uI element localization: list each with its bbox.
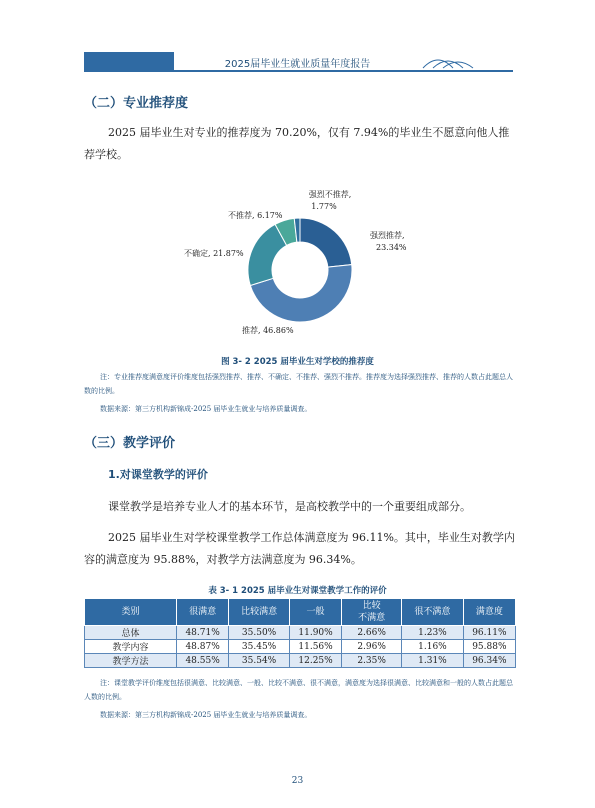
table-cell: 1.31% <box>402 654 464 668</box>
header-satisfaction-rate: 满意度 <box>463 599 515 626</box>
table-cell: 35.54% <box>229 654 290 668</box>
label-recommend: 推荐, 46.86% <box>242 326 294 335</box>
section-heading-teaching: （三）教学评价 <box>84 436 176 451</box>
table-cell: 1.16% <box>402 640 464 654</box>
teaching-evaluation-table <box>84 598 516 668</box>
table-cell: 12.25% <box>289 654 341 668</box>
page-number: 23 <box>291 776 304 786</box>
table-cell: 2.66% <box>342 626 402 640</box>
table-cell: 11.56% <box>289 640 341 654</box>
recommendation-paragraph: 2025 届毕业生对专业的推荐度为 70.20%，仅有 7.94%的毕业生不愿意向他人推荐学校。 <box>84 126 510 161</box>
label-not-recommend: 不推荐, 6.17% <box>228 211 283 220</box>
header-dissatisfied <box>342 599 402 626</box>
header-dissatisfied-line1: 比较 <box>362 601 381 611</box>
recommendation-donut-chart <box>150 180 450 350</box>
table-row <box>85 640 516 654</box>
table-cell: 96.11% <box>463 626 515 640</box>
figure-source: 数据来源：第三方机构新锦成-2025 届毕业生就业与培养质量调查。 <box>100 405 312 413</box>
table-header-row <box>85 599 516 626</box>
classroom-paragraph-1: 课堂教学是培养专业人才的基本环节，是高校教学中的一个重要组成部分。 <box>108 500 471 513</box>
table-note: 注：课堂教学评价维度包括很满意、比较满意、一般、比较不满意、很不满意，满意度为选择很满意、比较满意和一般的人数占此题总人数的比例。 <box>84 679 513 701</box>
donut-slice-0 <box>300 218 352 267</box>
table-cell: 35.45% <box>229 640 290 654</box>
header-satisfied: 比较满意 <box>229 599 290 626</box>
table-cell: 48.87% <box>177 640 229 654</box>
label-strongly-not-recommend-2: 1.77% <box>311 202 337 211</box>
label-strongly-recommend-1: 强烈推荐, <box>370 231 405 240</box>
table-cell: 总体 <box>85 626 177 640</box>
label-strongly-recommend-2: 23.34% <box>376 243 407 252</box>
figure-caption: 图 3- 2 2025 届毕业生对学校的推荐度 <box>221 357 374 367</box>
table-cell: 1.23% <box>402 626 464 640</box>
header-very-dissatisfied: 很不满意 <box>402 599 464 626</box>
header-dissatisfied-line2: 不满意 <box>358 613 386 623</box>
subheading-classroom: 1.对课堂教学的评价 <box>108 468 208 481</box>
table-cell: 35.50% <box>229 626 290 640</box>
table-row <box>85 626 516 640</box>
header-very-satisfied: 很满意 <box>177 599 229 626</box>
label-uncertain: 不确定, 21.87% <box>184 249 244 258</box>
table-cell: 95.88% <box>463 640 515 654</box>
table-source: 数据来源：第三方机构新锦成-2025 届毕业生就业与培养质量调查。 <box>100 711 312 719</box>
table-cell: 2.96% <box>342 640 402 654</box>
table-row <box>85 654 516 668</box>
table-cell: 11.90% <box>289 626 341 640</box>
header-divider <box>84 70 513 72</box>
table-cell: 教学内容 <box>85 640 177 654</box>
header-title: 2025届毕业生就业质量年度报告 <box>224 59 371 70</box>
figure-note: 注：专业推荐度满意度评价维度包括强烈推荐、推荐、不确定、不推荐、强烈不推荐。推荐度为选择强烈推荐、推荐的人数占此题总人数的比例。 <box>84 373 513 395</box>
classroom-paragraph-2: 2025 届毕业生对学校课堂教学工作总体满意度为 96.11%。其中，毕业生对教学内容的满意度为 95.88%，对教学方法满意度为 96.34%。 <box>84 531 515 566</box>
header-neutral: 一般 <box>289 599 341 626</box>
table-cell: 2.35% <box>342 654 402 668</box>
table-caption: 表 3- 1 2025 届毕业生对课堂教学工作的评价 <box>208 586 387 596</box>
table-cell: 48.55% <box>177 654 229 668</box>
section-heading-recommendation: （二）专业推荐度 <box>84 96 189 111</box>
label-strongly-not-recommend-1: 强烈不推荐, <box>308 190 352 199</box>
header-category: 类别 <box>85 599 177 626</box>
table-cell: 教学方法 <box>85 654 177 668</box>
table-cell: 96.34% <box>463 654 515 668</box>
table-cell: 48.71% <box>177 626 229 640</box>
